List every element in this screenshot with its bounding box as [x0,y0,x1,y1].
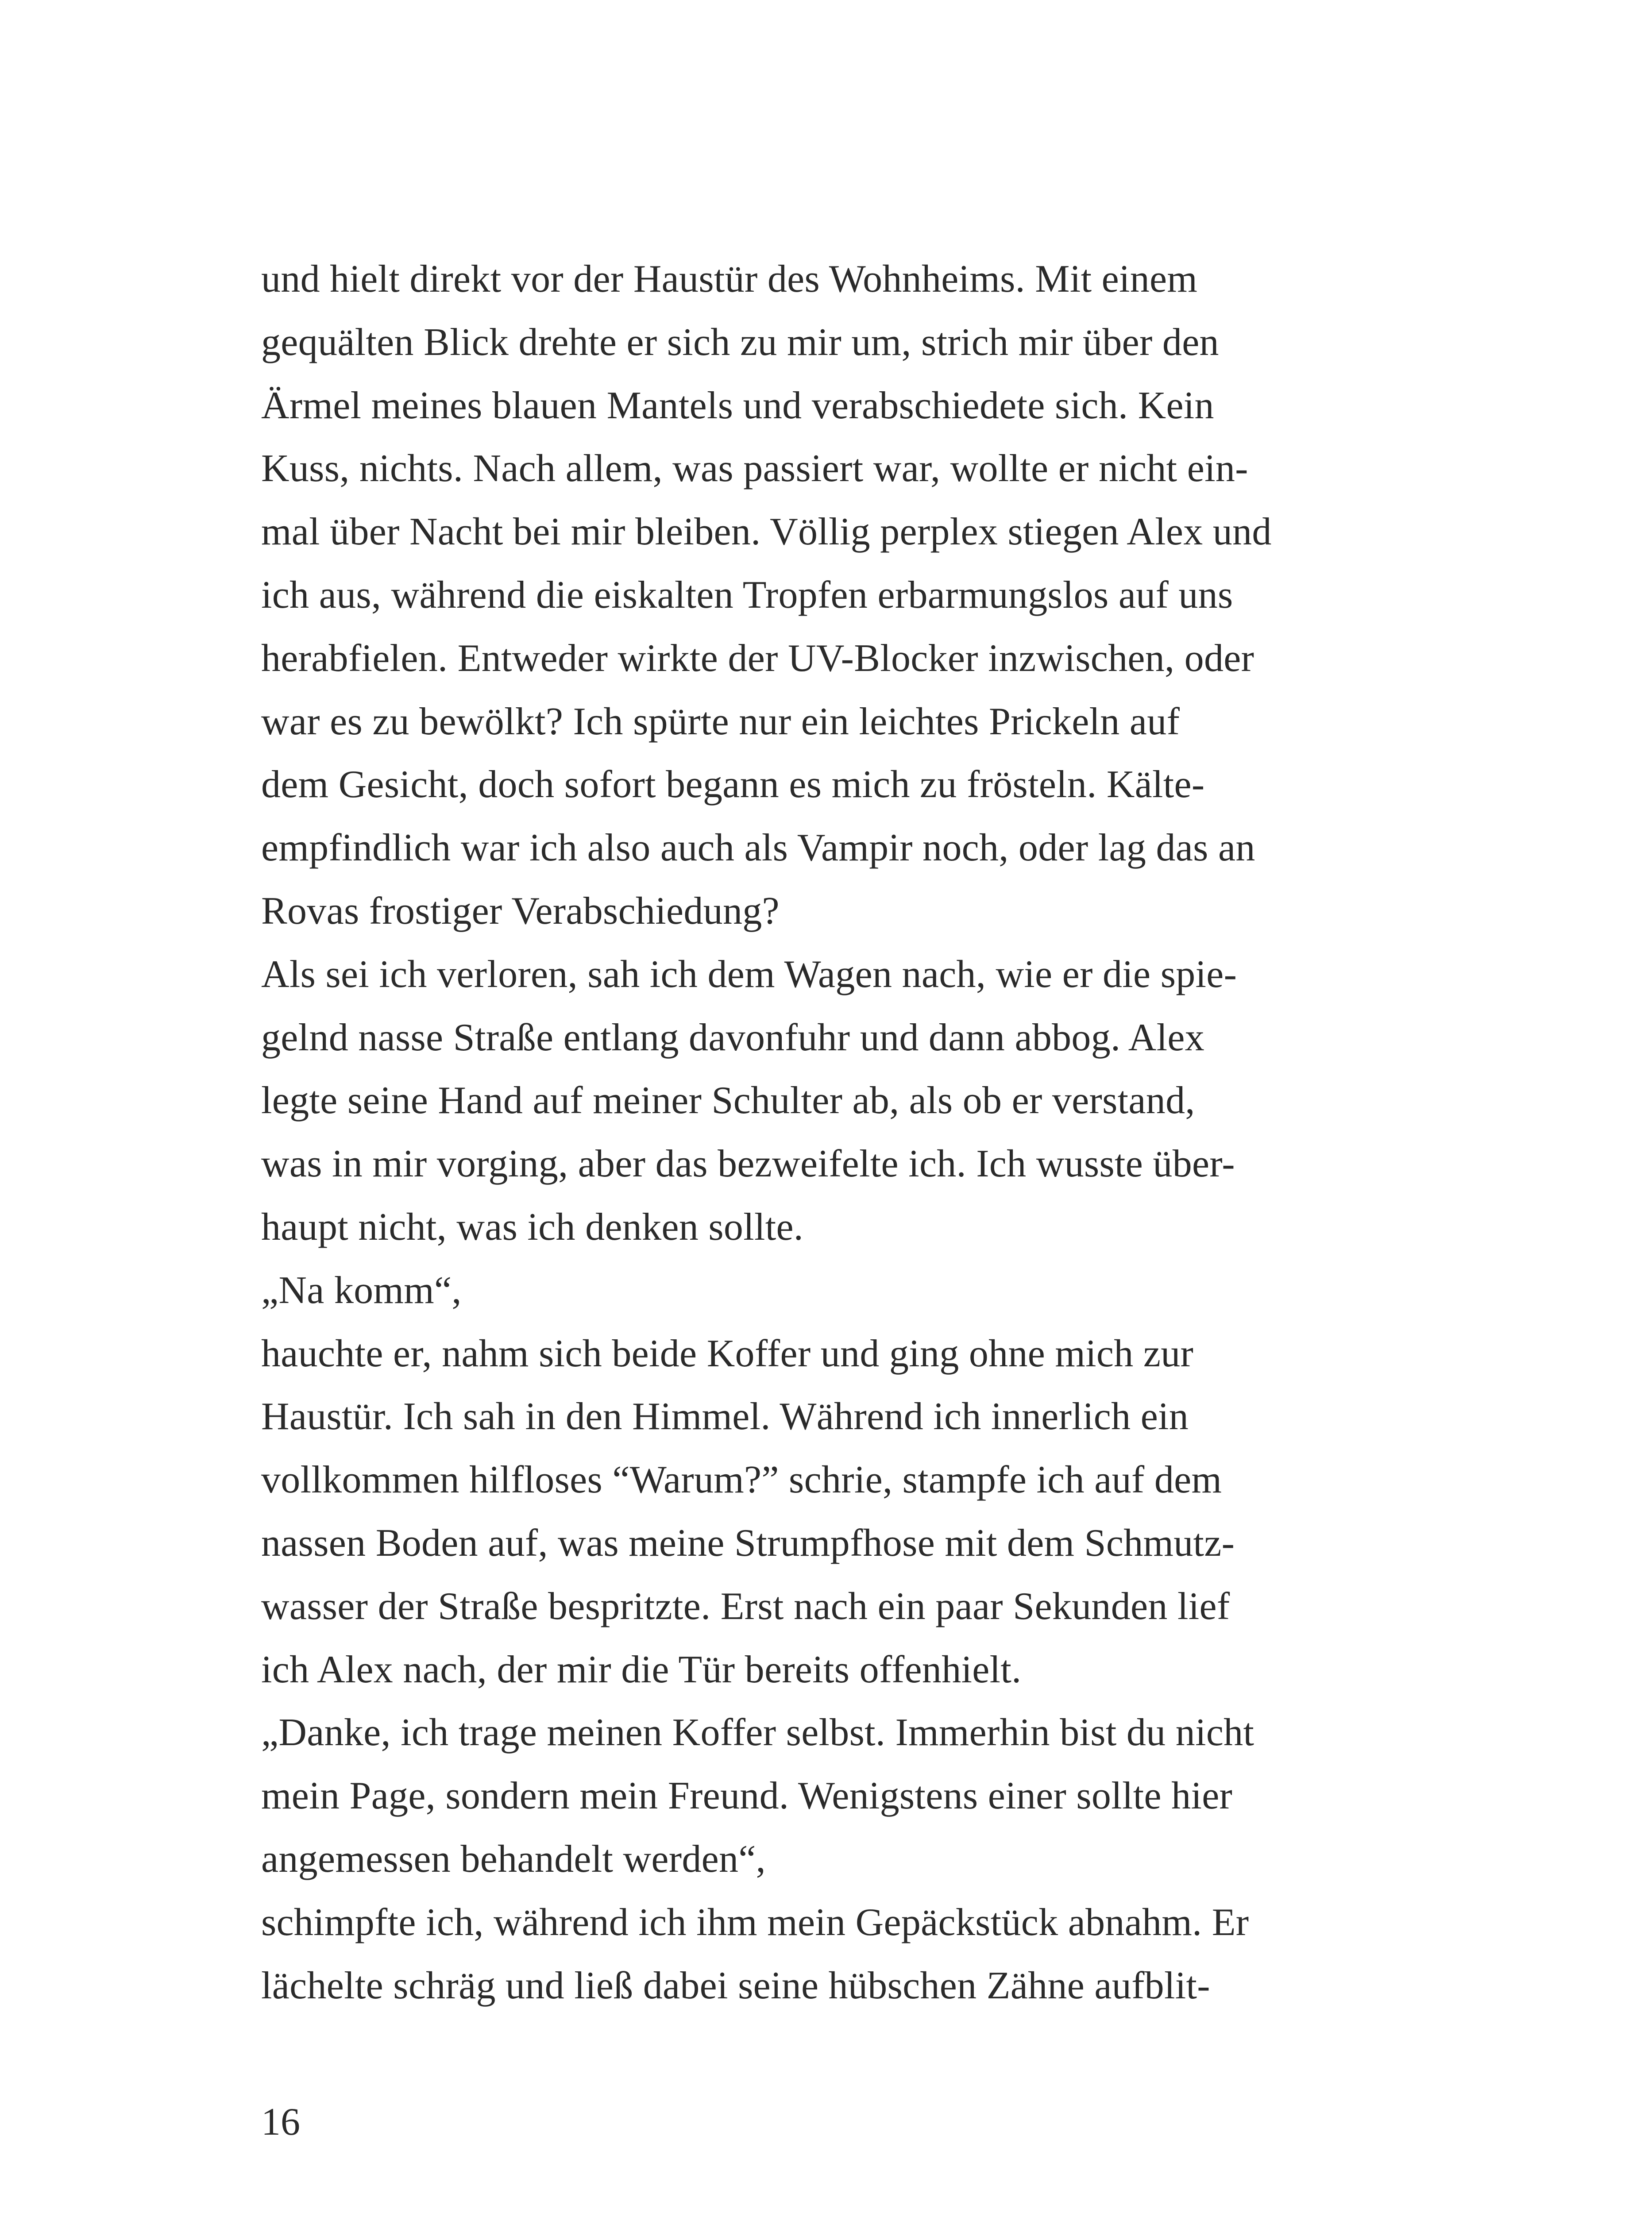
text-line: angemessen behandelt werden“, [261,1837,766,1881]
text-line: legte seine Hand auf meiner Schulter ab, als ob er verstand, [261,1079,1195,1122]
text-line: dem Gesicht, doch sofort begann es mich zu frösteln. Kälte- [261,763,1205,806]
text-line: nassen Boden auf, was meine Strumpfhose mit dem Schmutz- [261,1521,1235,1565]
text-line: herabfielen. Entweder wirkte der UV-Blocker inzwischen, oder [261,636,1254,680]
text-line: Ärmel meines blauen Mantels und verabschiedete sich. Kein [261,384,1214,427]
text-line: lächelte schräg und ließ dabei seine hübschen Zähne aufblit- [261,1964,1210,2007]
body-text [261,248,1346,2017]
text-line: war es zu bewölkt? Ich spürte nur ein leichtes Prickeln auf [261,700,1180,743]
text-line: Als sei ich verloren, sah ich dem Wagen nach, wie er die spie- [261,952,1237,996]
text-line: Kuss, nichts. Nach allem, was passiert war, wollte er nicht ein- [261,447,1248,490]
text-line: schimpfte ich, während ich ihm mein Gepäckstück abnahm. Er [261,1901,1249,1944]
text-line: hauchte er, nahm sich beide Koffer und ging ohne mich zur [261,1332,1194,1375]
text-line: „Danke, ich trage meinen Koffer selbst. Immerhin bist du nicht [261,1711,1254,1754]
text-line: was in mir vorging, aber das bezweifelte ich. Ich wusste über- [261,1142,1235,1186]
text-line: vollkommen hilfloses “Warum?” schrie, stampfe ich auf dem [261,1458,1222,1502]
text-line: ich aus, während die eiskalten Tropfen erbarmungslos auf uns [261,573,1233,617]
text-line: haupt nicht, was ich denken sollte. [261,1205,804,1249]
text-line: ich Alex nach, der mir die Tür bereits offenhielt. [261,1648,1022,1691]
text-line: Rovas frostiger Verabschiedung? [261,889,780,933]
text-line: mein Page, sondern mein Freund. Wenigstens einer sollte hier [261,1774,1233,1818]
text-line: Haustür. Ich sah in den Himmel. Während ich innerlich ein [261,1395,1189,1438]
text-line: „Na komm“, [261,1268,462,1312]
text-line: empfindlich war ich also auch als Vampir noch, oder lag das an [261,826,1255,870]
text-line: mal über Nacht bei mir bleiben. Völlig perplex stiegen Alex und [261,510,1272,554]
text-line: wasser der Straße bespritzte. Erst nach ein paar Sekunden lief [261,1585,1230,1628]
text-line: gequälten Blick drehte er sich zu mir um, strich mir über den [261,320,1219,364]
page-number: 16 [261,2101,300,2144]
text-line: gelnd nasse Straße entlang davonfuhr und dann abbog. Alex [261,1016,1205,1059]
text-line: und hielt direkt vor der Haustür des Wohnheims. Mit einem [261,258,1198,301]
